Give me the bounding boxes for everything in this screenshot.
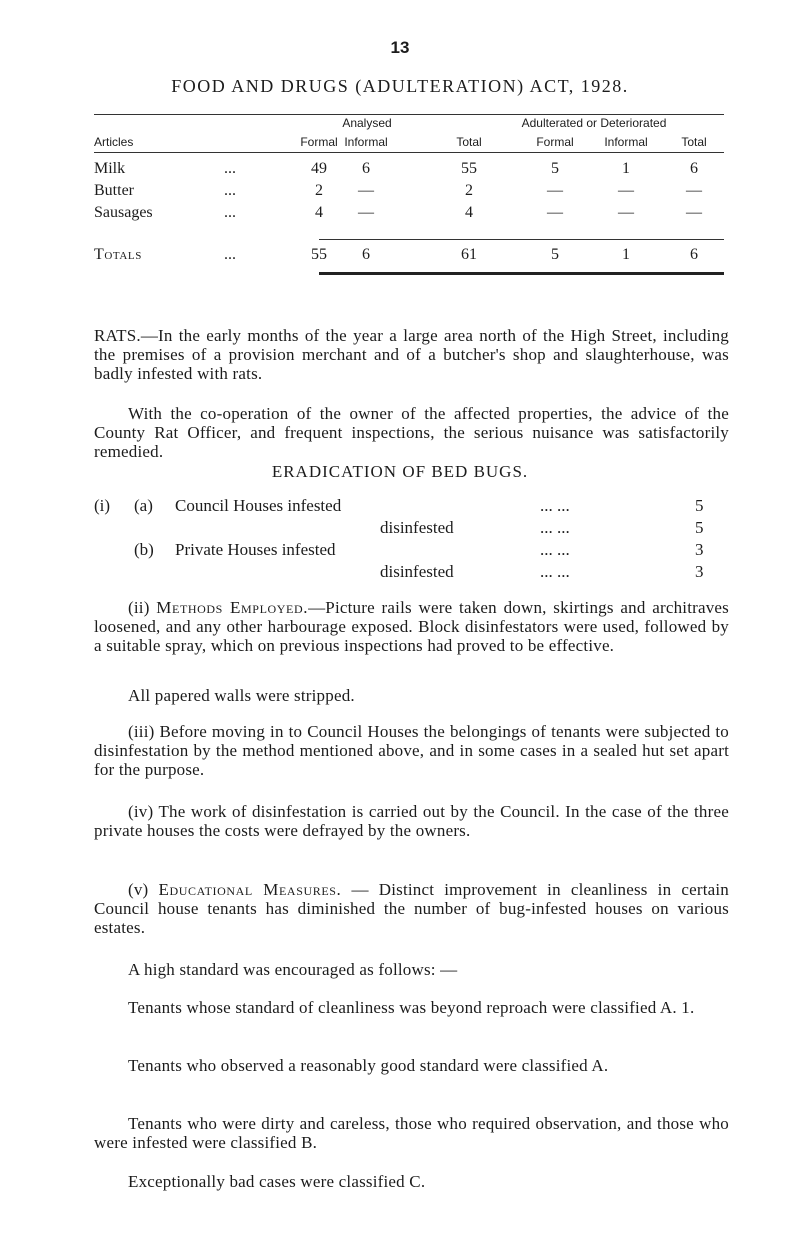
private-infested-value: 3: [695, 540, 704, 559]
totals-d-informal: 1: [622, 246, 630, 263]
council-infested-dots: ... ...: [540, 496, 570, 515]
work-num: (iv): [128, 802, 154, 821]
row-a-total: 55: [461, 160, 477, 177]
row-a-informal: —: [358, 182, 374, 199]
class-a1-paragraph: [94, 998, 729, 1017]
methods-num: (ii): [128, 598, 150, 617]
row-a-total: 2: [465, 182, 473, 199]
row-d-total: —: [686, 204, 702, 221]
methods-paragraph: [94, 598, 729, 655]
private-disinfested-dots: ... ...: [540, 562, 570, 581]
row-a-formal: 4: [315, 204, 323, 221]
totals-d-total: 6: [690, 246, 698, 263]
page-title: FOOD AND DRUGS (ADULTERATION) ACT, 1928.: [171, 76, 629, 96]
header-articles: Articles: [94, 135, 134, 149]
row-dots: ...: [224, 160, 236, 177]
row-dots: ...: [224, 246, 236, 263]
moving-text: Before moving in to Council Houses the belongings of tenants were subjected to disinfestation by the method mentioned above, and in some cases in a sealed hut set apart for the purpose.: [94, 722, 729, 779]
private-infested-label: Private Houses infested: [175, 540, 336, 559]
totals-row: [94, 246, 724, 268]
totals-label: Totals: [94, 246, 142, 263]
row-d-total: —: [686, 182, 702, 199]
class-a-text: Tenants who observed a reasonably good standard were classified A.: [128, 1056, 609, 1075]
eradication-heading: ERADICATION OF BED BUGS.: [271, 462, 529, 481]
class-a1-text: Tenants whose standard of cleanliness was beyond reproach were classified A. 1.: [128, 998, 695, 1017]
educational-paragraph: [94, 880, 729, 937]
standard-text: A high standard was encouraged as follows: —: [128, 960, 458, 979]
row-d-formal: —: [547, 204, 563, 221]
item-i-label: (i): [94, 496, 111, 515]
row-a-total: 4: [465, 204, 473, 221]
row-d-total: 6: [690, 160, 698, 177]
totals-a-formal: 55: [311, 246, 327, 263]
header-adulterated: Adulterated or Deteriorated: [521, 116, 667, 130]
council-disinfested-value: 5: [695, 518, 704, 537]
table-row: [94, 204, 724, 226]
row-article: Butter: [94, 182, 134, 199]
header-a-informal: Informal: [344, 135, 388, 149]
moving-paragraph: [94, 722, 729, 779]
council-disinfested-dots: ... ...: [540, 518, 570, 537]
methods-label: Methods Employed.: [156, 598, 309, 617]
totals-a-informal: 6: [362, 246, 370, 263]
row-a-informal: 6: [362, 160, 370, 177]
private-disinfested-label: disinfested: [380, 562, 454, 581]
class-b-paragraph: [94, 1114, 729, 1152]
council-disinfested-label: disinfested: [380, 518, 454, 537]
educational-num: (v): [128, 880, 149, 899]
moving-num: (iii): [128, 722, 155, 741]
header-a-formal: Formal: [300, 135, 338, 149]
row-article: Sausages: [94, 204, 153, 221]
item-b-label: (b): [134, 540, 154, 559]
rats-label: RATS.: [94, 326, 141, 345]
header-d-total: Total: [681, 135, 707, 149]
row-d-informal: —: [618, 182, 634, 199]
cooperation-paragraph: [94, 404, 729, 461]
header-d-formal: Formal: [536, 135, 574, 149]
row-a-informal: —: [358, 204, 374, 221]
papered-text: All papered walls were stripped.: [128, 686, 355, 705]
header-analysed: Analysed: [342, 116, 392, 130]
table-row: [94, 182, 724, 204]
class-c-text: Exceptionally bad cases were classified C.: [128, 1172, 426, 1191]
header-a-total: Total: [456, 135, 482, 149]
page-number: 13: [390, 38, 410, 57]
row-d-informal: —: [618, 204, 634, 221]
rats-paragraph: [94, 326, 729, 383]
totals-a-total: 61: [461, 246, 477, 263]
row-a-formal: 2: [315, 182, 323, 199]
papered-paragraph: [94, 686, 729, 705]
rats-text: —In the early months of the year a large area north of the High Street, including the premises of a provision merchant and of a butcher's shop and slaughterhouse, was badly infested with rats.: [94, 326, 729, 383]
methods-text: —Picture rails were taken down, skirtings and architraves loosened, and any other harbourage exposed. Block disinfestators were used, followed by a suitable spray, which on previous inspections had proved to be effective.: [94, 598, 729, 655]
class-a-paragraph: [94, 1056, 729, 1075]
educational-label: Educational Measures.: [158, 880, 342, 899]
council-infested-value: 5: [695, 496, 704, 515]
standard-paragraph: [94, 960, 729, 979]
work-paragraph: [94, 802, 729, 840]
cooperation-text: With the co-operation of the owner of the affected properties, the advice of the County Rat Officer, and frequent inspections, the serious nuisance was satisfactorily remedied.: [94, 404, 729, 461]
private-disinfested-value: 3: [695, 562, 704, 581]
private-infested-dots: ... ...: [540, 540, 570, 559]
class-c-paragraph: [94, 1172, 729, 1191]
row-a-formal: 49: [311, 160, 327, 177]
totals-rule: [319, 239, 724, 240]
header-rule: [94, 152, 724, 153]
row-d-formal: 5: [551, 160, 559, 177]
header-d-informal: Informal: [604, 135, 648, 149]
totals-d-formal: 5: [551, 246, 559, 263]
table-row: [94, 160, 724, 182]
row-article: Milk: [94, 160, 126, 177]
educational-text: — Distinct improvement in cleanliness in certain Council house tenants has diminished the number of bug-infested houses on various estates.: [94, 880, 730, 937]
table-top-rule: [94, 114, 724, 115]
class-b-text: Tenants who were dirty and careless, those who required observation, and those who were infested were classified B.: [94, 1114, 729, 1152]
totals-bottom-rule: [319, 272, 724, 275]
council-infested-label: Council Houses infested: [175, 496, 342, 515]
row-d-informal: 1: [622, 160, 630, 177]
item-a-label: (a): [134, 496, 153, 515]
row-dots: ...: [224, 182, 236, 199]
row-d-formal: —: [547, 182, 563, 199]
row-dots: ...: [224, 204, 236, 221]
work-text: The work of disinfestation is carried out by the Council. In the case of the three private houses the costs were defrayed by the owners.: [94, 802, 729, 840]
